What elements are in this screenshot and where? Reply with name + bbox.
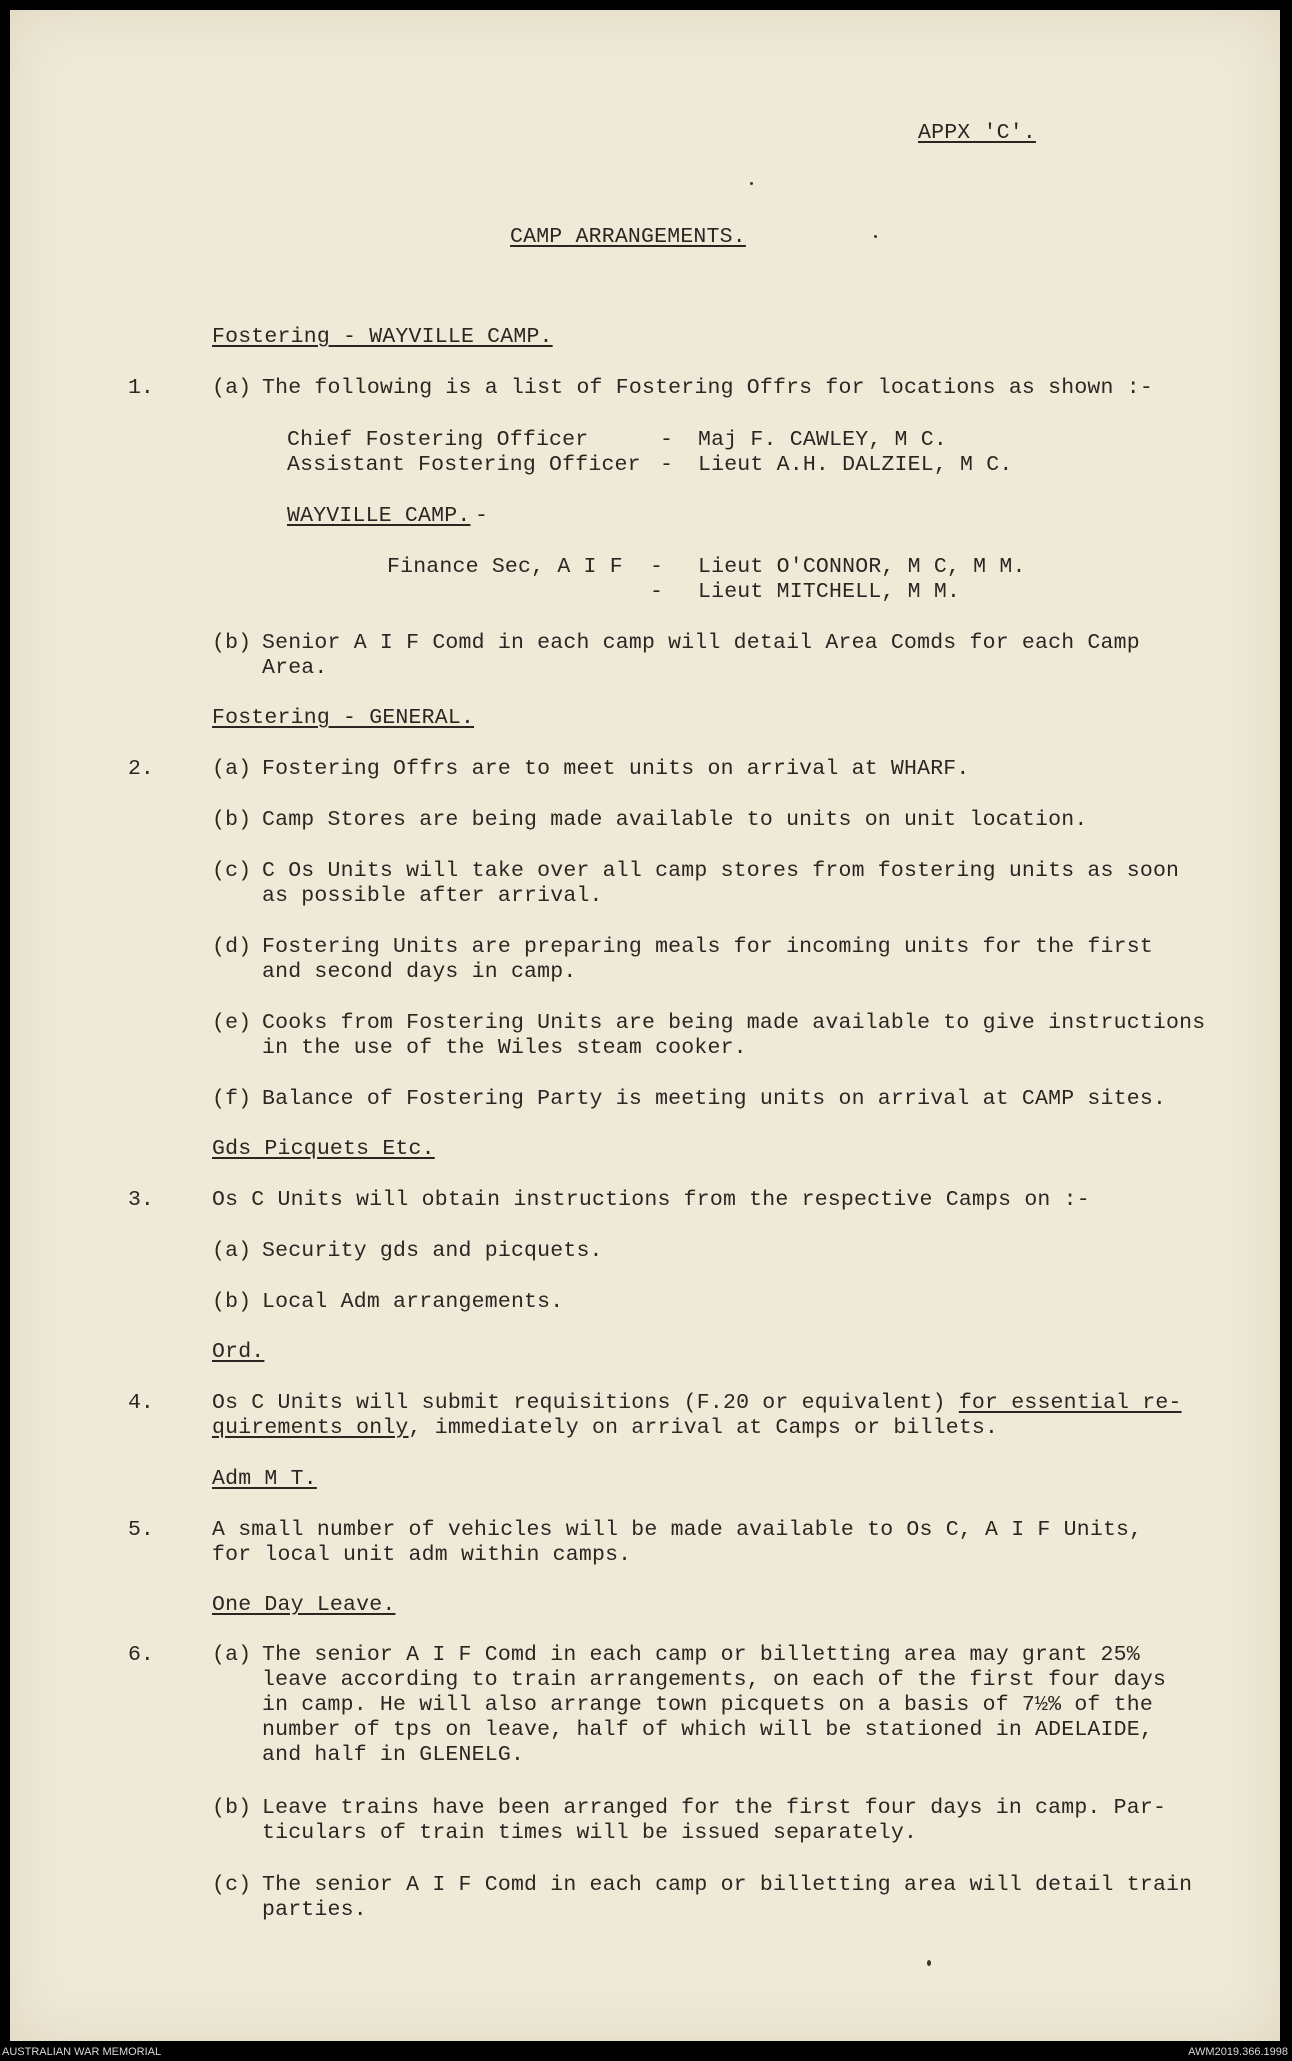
item-text: as possible after arrival. (262, 884, 603, 908)
finance-role: Finance Sec, A I F (387, 555, 623, 579)
item-label: (a) (212, 1239, 252, 1263)
item-text: The senior A I F Comd in each camp or billetting area may grant 25% (262, 1643, 1140, 1667)
item-label: (c) (212, 859, 252, 883)
item-label: (a) (212, 1643, 252, 1667)
item-label: (b) (212, 631, 252, 655)
item-text: ticulars of train times will be issued separately. (262, 1821, 918, 1845)
section-heading: Fostering - GENERAL. (212, 706, 475, 730)
underlined-text: quirements only (212, 1416, 409, 1440)
item-text: leave according to train arrangements, on each of the first four days (262, 1668, 1167, 1692)
camp-dash: - (475, 504, 489, 528)
finance-name: Lieut O'CONNOR, M C, M M. (698, 555, 1026, 579)
finance-dash: - (650, 555, 664, 579)
footer-source: AUSTRALIAN WAR MEMORIAL (2, 2046, 162, 2058)
item-text: Area. (262, 656, 328, 680)
finance-dash: - (650, 580, 664, 604)
paragraph-number: 5. (128, 1518, 154, 1542)
item-text: Fostering Offrs are to meet units on arrival at WHARF. (262, 757, 970, 781)
item-label: (b) (212, 1796, 252, 1820)
ink-spot (874, 235, 877, 238)
item-label: (a) (212, 757, 252, 781)
paragraph-number: 2. (128, 757, 154, 781)
paragraph-text: for local unit adm within camps. (212, 1543, 632, 1567)
item-text: Leave trains have been arranged for the first four days in camp. Par- (262, 1796, 1167, 1820)
text-run: Os C Units will submit requisitions (F.20 or equivalent) (212, 1391, 959, 1415)
item-text: Fostering Units are preparing meals for incoming units for the first (262, 935, 1153, 959)
paragraph-text (212, 1390, 1182, 1416)
paragraph-number: 3. (128, 1188, 154, 1212)
officer-role: Chief Fostering Officer (287, 428, 589, 452)
ink-spot (927, 1960, 931, 1966)
officer-dash: - (660, 428, 674, 452)
item-label: (a) (212, 376, 252, 400)
page-title: CAMP ARRANGEMENTS. (510, 225, 746, 249)
text-run: , immediately on arrival at Camps or billets. (408, 1416, 999, 1440)
officer-dash: - (660, 453, 674, 477)
item-text: Balance of Fostering Party is meeting units on arrival at CAMP sites. (262, 1087, 1167, 1111)
section-heading: Fostering - WAYVILLE CAMP. (212, 325, 553, 349)
section-heading: One Day Leave. (212, 1593, 396, 1617)
item-text: and second days in camp. (262, 960, 577, 984)
item-text: Senior A I F Comd in each camp will detail Area Comds for each Camp (262, 631, 1140, 655)
section-heading: Ord. (212, 1340, 265, 1364)
section-heading: Adm M T. (212, 1467, 317, 1491)
paragraph-number: 6. (128, 1643, 154, 1667)
item-text: in the use of the Wiles steam cooker. (262, 1036, 747, 1060)
appendix-label: APPX 'C'. (918, 121, 1036, 145)
item-label: (b) (212, 808, 252, 832)
item-text: in camp. He will also arrange town picquets on a basis of 7½% of the (262, 1693, 1153, 1717)
paragraph-text (212, 1415, 998, 1441)
item-label: (d) (212, 935, 252, 959)
item-text: Cooks from Fostering Units are being made available to give instructions (262, 1011, 1206, 1035)
item-text: Security gds and picquets. (262, 1239, 603, 1263)
section-heading: Gds Picquets Etc. (212, 1137, 435, 1161)
paragraph-text: Os C Units will obtain instructions from the respective Camps on :- (212, 1188, 1090, 1212)
paragraph-number: 4. (128, 1391, 154, 1415)
item-label: (c) (212, 1873, 252, 1897)
ink-spot (750, 182, 753, 185)
underlined-text: for essential re- (958, 1391, 1182, 1415)
item-label: (f) (212, 1087, 252, 1111)
camp-subheading: WAYVILLE CAMP. (287, 504, 471, 528)
paragraph-number: 1. (128, 376, 154, 400)
item-text: The senior A I F Comd in each camp or billetting area will detail train (262, 1873, 1193, 1897)
item-label: (e) (212, 1011, 252, 1035)
finance-name: Lieut MITCHELL, M M. (698, 580, 961, 604)
item-text: The following is a list of Fostering Offrs for locations as shown :- (262, 376, 1153, 400)
officer-name: Lieut A.H. DALZIEL, M C. (698, 453, 1013, 477)
item-text: number of tps on leave, half of which will be stationed in ADELAIDE, (262, 1718, 1153, 1742)
item-label: (b) (212, 1290, 252, 1314)
item-text: parties. (262, 1898, 367, 1922)
footer-accession: AWM2019.366.1998 (1188, 2046, 1288, 2058)
item-text: Local Adm arrangements. (262, 1290, 564, 1314)
officer-name: Maj F. CAWLEY, M C. (698, 428, 947, 452)
paragraph-text: A small number of vehicles will be made available to Os C, A I F Units, (212, 1518, 1143, 1542)
item-text: and half in GLENELG. (262, 1743, 525, 1767)
item-text: C Os Units will take over all camp stores from fostering units as soon (262, 859, 1180, 883)
item-text: Camp Stores are being made available to units on unit location. (262, 808, 1088, 832)
officer-role: Assistant Fostering Officer (287, 453, 641, 477)
